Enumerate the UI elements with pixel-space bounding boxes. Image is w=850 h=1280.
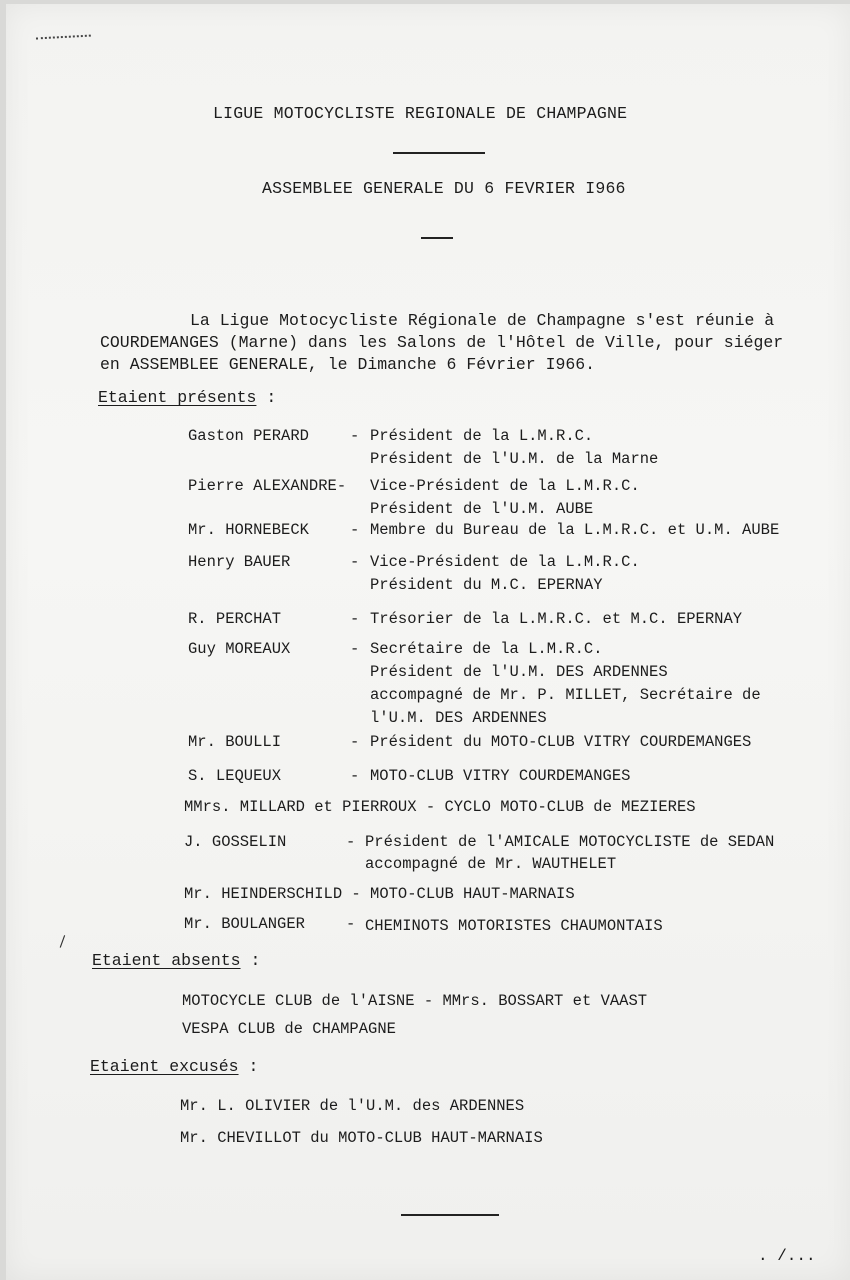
absent-heading-colon: : [250,951,261,970]
attendee-role-1: Président de la L.M.R.C. [370,427,594,445]
absent-heading [92,951,260,970]
attendee-dash: - [350,767,360,785]
excused-heading [90,1057,258,1076]
attendee-role-1: Vice-Président de la L.M.R.C. [370,553,640,571]
attendee-role-1: CHEMINOTS MOTORISTES CHAUMONTAIS [365,917,663,935]
attendee-dash: - [350,610,360,628]
attendee-role-1: Trésorier de la L.M.R.C. et M.C. EPERNAY [370,610,743,628]
ink-scribble [36,35,91,46]
absent-line-1: MOTOCYCLE CLUB de l'AISNE - MMrs. BOSSART et VAAST [182,992,648,1010]
present-heading-colon: : [266,388,277,407]
attendee-dash: - [350,640,360,658]
absent-line-2: VESPA CLUB de CHAMPAGNE [182,1020,396,1038]
attendee-dash: - [346,833,356,851]
attendee-dash: - [350,427,360,445]
footer-divider [401,1214,499,1216]
intro-line-3: en ASSEMBLEE GENERALE, le Dimanche 6 Février I966. [100,355,596,374]
attendee-role-1: Vice-Président de la L.M.R.C. [370,477,640,495]
attendee-dash: - [350,733,360,751]
intro-line-1: La Ligue Motocycliste Régionale de Champagne s'est réunie à [190,311,775,330]
attendee-role-2: Président de l'U.M. AUBE [370,500,594,518]
attendee-role-1: Secrétaire de la L.M.R.C. [370,640,603,658]
continuation-mark: . /... [758,1247,816,1265]
heinderschild-line: Mr. HEINDERSCHILD - MOTO-CLUB HAUT-MARNAIS [184,885,575,903]
attendee-name: Guy MOREAUX [188,640,291,658]
excused-line-1: Mr. L. OLIVIER de l'U.M. des ARDENNES [180,1097,525,1115]
attendee-role-2: Président de l'U.M. de la Marne [370,450,659,468]
document-subtitle: ASSEMBLEE GENERALE DU 6 FEVRIER I966 [262,179,626,198]
ink-tick: | [55,933,69,951]
intro-line-2: COURDEMANGES (Marne) dans les Salons de l'Hôtel de Ville, pour siéger [100,333,784,352]
attendee-name: R. PERCHAT [188,610,282,628]
attendee-role-1: Président de l'AMICALE MOTOCYCLISTE de SEDAN [365,833,775,851]
attendee-name: S. LEQUEUX [188,767,282,785]
attendee-dash: - [350,521,360,539]
excused-line-2: Mr. CHEVILLOT du MOTO-CLUB HAUT-MARNAIS [180,1129,543,1147]
attendee-role-2: Président de l'U.M. DES ARDENNES [370,663,668,681]
absent-heading-text: Etaient absents [92,951,241,970]
attendee-role-4: l'U.M. DES ARDENNES [370,709,547,727]
attendee-name: Mr. BOULANGER [184,915,305,933]
subtitle-divider [421,237,453,239]
attendee-name: Mr. BOULLI [188,733,282,751]
attendee-role-2: accompagné de Mr. WAUTHELET [365,855,617,873]
attendee-role-3: accompagné de Mr. P. MILLET, Secrétaire de [370,686,761,704]
attendee-dash: - [346,915,356,933]
excused-heading-text: Etaient excusés [90,1057,239,1076]
millard-line: MMrs. MILLARD et PIERROUX - CYCLO MOTO-CLUB de MEZIERES [184,798,696,816]
attendee-name: J. GOSSELIN [184,833,287,851]
attendee-role-1: MOTO-CLUB VITRY COURDEMANGES [370,767,631,785]
excused-heading-colon: : [248,1057,259,1076]
present-heading [98,388,276,407]
document-page [6,4,850,1280]
document-title: LIGUE MOTOCYCLISTE REGIONALE DE CHAMPAGNE [213,104,628,123]
attendee-name: Gaston PERARD [188,427,309,445]
attendee-role-1: Président du MOTO-CLUB VITRY COURDEMANGES [370,733,752,751]
present-heading-text: Etaient présents [98,388,257,407]
attendee-dash: - [350,553,360,571]
attendee-name: Mr. HORNEBECK [188,521,309,539]
attendee-name: Henry BAUER [188,553,291,571]
attendee-role-1: Membre du Bureau de la L.M.R.C. et U.M. AUBE [370,521,780,539]
attendee-name: Pierre ALEXANDRE- [188,477,347,495]
attendee-role-2: Président du M.C. EPERNAY [370,576,603,594]
title-divider [393,152,485,154]
